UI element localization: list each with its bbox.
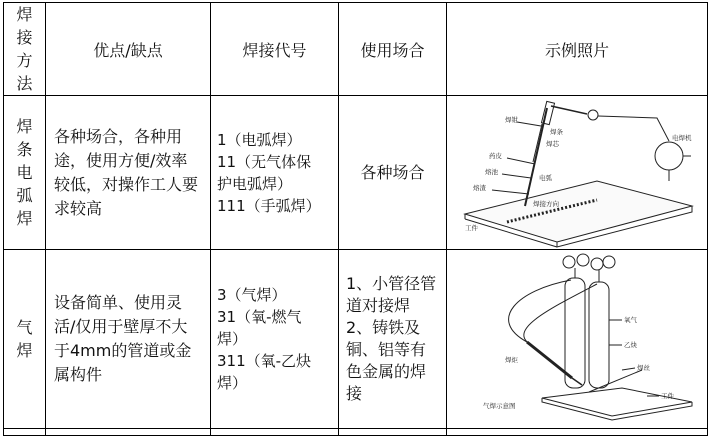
header-code: 焊接代号	[211, 3, 339, 96]
code-cell	[211, 250, 339, 429]
cut-cell	[46, 429, 211, 436]
use-case-cell: 1、小管径管道对接焊 2、铸铁及铜、铝等有色金属的焊接	[339, 250, 447, 429]
header-pros-cons: 优点/缺点	[46, 3, 211, 96]
diagram-label: 电焊机	[672, 134, 692, 142]
diagram-label: 乙炔	[624, 341, 637, 349]
example-photo-cell	[447, 250, 708, 429]
arc-welding-diagram	[447, 96, 708, 249]
cut-cell	[4, 429, 46, 436]
cut-cell	[447, 429, 708, 436]
code-line: 焊）	[217, 330, 248, 348]
diagram-label: 熔池	[485, 168, 498, 176]
header-use-case: 使用场合	[339, 3, 447, 96]
code-cell	[211, 96, 339, 250]
table-row	[4, 96, 708, 250]
cut-cell	[211, 429, 339, 436]
pros-cons-cell: 各种场合，各种用途，使用方便/效率较低，对操作工人要求较高	[46, 96, 211, 250]
diagram-label: 焊丝	[637, 364, 650, 372]
code-line: 护电弧焊）	[217, 174, 293, 193]
code-line: 3（气焊）	[217, 286, 287, 304]
method-cell	[4, 96, 46, 250]
diagram-label: 焊钳	[505, 116, 518, 124]
code-line: 11（无气体保	[217, 152, 312, 171]
table-row	[4, 250, 708, 429]
use-case-cell: 各种场合	[339, 96, 447, 250]
diagram-label: 焊接方向	[533, 200, 559, 208]
example-photo-cell	[447, 96, 708, 250]
gas-welding-diagram	[447, 250, 708, 428]
table-row-partial	[4, 429, 708, 436]
diagram-label: 焊芯	[546, 140, 559, 148]
header-method	[4, 3, 46, 96]
cut-cell	[339, 429, 447, 436]
code-line: 311（氧-乙炔	[217, 352, 312, 370]
method-cell	[4, 250, 46, 429]
diagram-label: 电弧	[539, 174, 552, 182]
diagram-caption: 气焊示意图	[483, 402, 516, 410]
header-method-text: 焊 接 方 法	[16, 5, 33, 93]
code-line: 111（手弧焊）	[217, 196, 321, 215]
method-text: 气 焊	[16, 318, 33, 360]
code-line: 焊）	[217, 374, 248, 392]
table-header-row	[4, 3, 708, 96]
diagram-label: 熔渣	[473, 184, 486, 192]
diagram-label: 焊条	[550, 128, 563, 136]
diagram-label: 氧气	[624, 316, 637, 324]
header-example-photo: 示例照片	[447, 3, 708, 96]
method-text: 焊 条 电 弧 焊	[16, 117, 33, 228]
diagram-label: 工件	[661, 392, 674, 400]
diagram-label: 工件	[465, 224, 478, 232]
pros-cons-cell: 设备简单、使用灵活/仅用于壁厚不大于4mm的管道或金属构件	[46, 250, 211, 429]
diagram-label: 焊炬	[505, 356, 518, 364]
diagram-label: 药皮	[489, 152, 502, 160]
code-line: 31（氧-燃气	[217, 308, 302, 326]
code-line: 1（电弧焊）	[217, 130, 302, 149]
welding-methods-table	[3, 2, 708, 436]
